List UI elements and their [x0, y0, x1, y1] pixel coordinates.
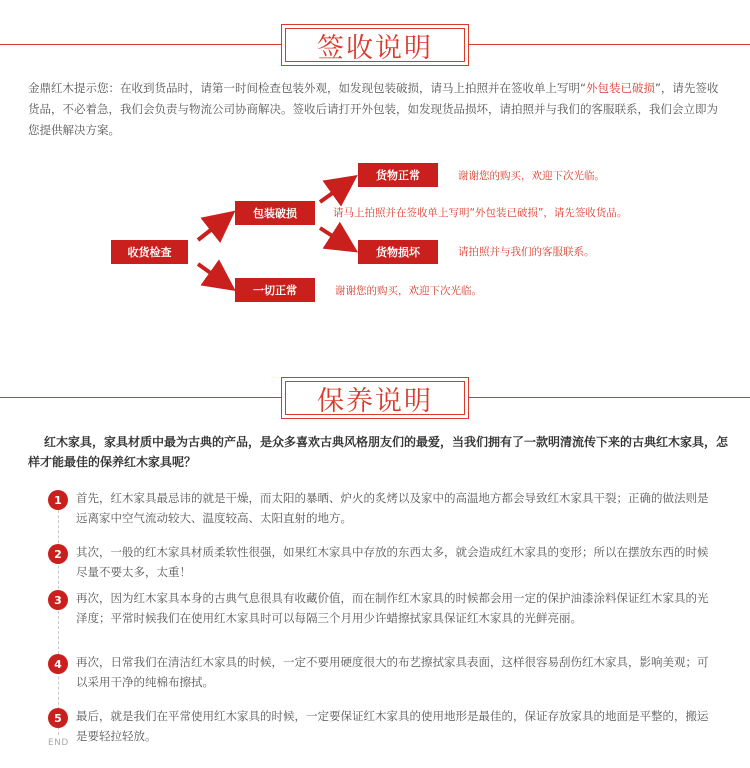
- sign-intro-text-end: ”，请先签收货品，不必着急，我们会负责与物流公司协商解决。签收后请打开外包装，如发现货品损坏，请拍照并与我们的客服联系，我们会立即为您提供解决方案。: [28, 81, 719, 137]
- note-goods-damaged: 请拍照并与我们的客服联系。: [458, 246, 595, 258]
- step-text-2: 其次，一般的红木家具材质柔软性很强，如果红木家具中存放的东西太多，就会造成红木家具的变形；所以在摆放东西的时候尽量不要太多，太重！: [76, 545, 709, 579]
- flow-box-goods-damaged: 货物损坏: [358, 240, 438, 264]
- arrow-to-goods-damaged: [320, 228, 348, 246]
- step-text-1: 首先，红木家具最忌讳的就是干燥，而太阳的暴晒、炉火的炙烤以及家中的高温地方都会导致红木家具干裂；正确的做法则是远离家中空气流动较大、温度较高、太阳直射的地方。: [76, 491, 709, 525]
- flow-box-start: 收货检查: [111, 240, 188, 264]
- arrow-to-damaged-pkg: [198, 218, 226, 240]
- sign-title: 签收说明: [317, 32, 433, 64]
- arrow-to-all-normal: [198, 264, 226, 284]
- care-title-line-right: [469, 397, 750, 398]
- note-damaged-pkg: 请马上拍照并在签收单上写明“外包装已破损”，请先签收货品。: [333, 207, 628, 219]
- care-timeline: [58, 490, 59, 735]
- flow-box-damaged-pkg: 包装破损: [235, 201, 315, 225]
- step-text-3: 再次，因为红木家具本身的古典气息很具有收藏价值，而在制作红木家具的时候都会用一定的保护油漆涂料保证红木家具的光泽度；平常时候我们在使用红木家具时可以每隔三个月用少许蜡擦拭家具保证红木家具的光鲜亮丽。: [76, 591, 709, 625]
- care-title: 保养说明: [317, 385, 433, 417]
- note-all-normal: 谢谢您的购买，欢迎下次光临。: [335, 285, 482, 297]
- step-number-2: 2: [48, 544, 68, 564]
- step-text-4: 再次，日常我们在清洁红木家具的时候，一定不要用硬度很大的布艺擦拭家具表面，这样很容易刮伤红木家具，影响美观；可以采用干净的纯棉布擦拭。: [76, 655, 709, 689]
- arrow-to-goods-normal: [320, 182, 348, 202]
- step-number-5: 5: [48, 708, 68, 728]
- care-title-line-left: [0, 397, 281, 398]
- note-goods-normal: 谢谢您的购买，欢迎下次光临。: [458, 170, 605, 182]
- sign-intro-highlight: 外包装已破损: [585, 81, 655, 95]
- flow-box-goods-normal: 货物正常: [358, 163, 438, 187]
- care-title-box: [281, 377, 469, 419]
- step-number-4: 4: [48, 654, 68, 674]
- care-intro: 红木家具，家具材质中最为古典的产品，是众多喜欢古典风格朋友们的最爱，当我们拥有了一款明清流传下来的古典红木家具，怎样才能最佳的保养红木家具呢？: [28, 435, 729, 469]
- flow-box-all-normal: 一切正常: [235, 278, 315, 302]
- sign-intro-text: 金鼎红木提示您：在收到货品时，请第一时间检查包装外观，如发现包装破损，请马上拍照并在签收单上写明“: [28, 81, 586, 95]
- end-label: END: [48, 738, 69, 748]
- step-number-1: 1: [48, 490, 68, 510]
- step-text-5: 最后，就是我们在平常使用红木家具的时候，一定要保证红木家具的使用地形是最佳的，保证存放家具的地面是平整的，搬运是要轻拉轻放。: [76, 709, 709, 743]
- step-number-3: 3: [48, 590, 68, 610]
